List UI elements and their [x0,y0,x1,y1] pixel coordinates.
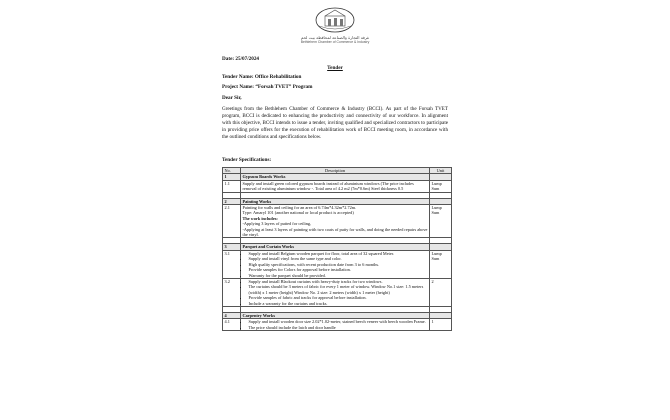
project-name: Project Name: “Forsah TVET” Program [222,84,313,90]
section-title: Parquet and Curtain Works [241,244,430,250]
table-row [223,180,452,192]
col-no: No. [223,168,241,174]
section-title: Gypsum Boards Works [241,174,430,180]
intro-paragraph: Greetings from the Bethlehem Chamber of Commerce & Industry (BCCI). As part of the Forsah TVET program, BCCI is dedicated to enhancing the productivity and connectivity of our workforce. In alignment with this objective, BCCI intends to issue a tender, inviting qualified and specialized contractors to participate in providing price offers for the execution of rehabilitation work of BCCI meeting room, in accordance with the outlined conditions and specifications below. [222,106,448,140]
col-description: Description [241,168,430,174]
item-description: Supply and install green colored gypsum boards instead of aluminium windows (The price includes removal of existing aluminium window -. Total area of 4.2 m2 (7m*0.6m) Steel thickness 0.5 [241,180,430,192]
desc-line: -Applying at least 3 layers of painting with two coats of putty for walls, and doing the needed repairs above the vinyl. [242,226,428,238]
list-item: • Include a warranty for the curtains and tracks. [249,301,428,306]
desc-line: -Applying 3 layers of putted for ceiling, [242,221,312,227]
item-unit: Lump Sum [430,180,452,192]
item-no: 4.1 [223,319,241,331]
section-no: 1 [223,174,241,180]
item-unit: Lump Sum [430,205,452,238]
list-item: • Warranty for the parquet should be provided. [249,273,428,278]
table-row [223,205,452,238]
section-no: 4 [223,312,241,318]
table-row [223,278,452,306]
desc-line: The work includes: [242,215,278,221]
tender-name: Tender Name: Office Rehabilitation [222,74,302,80]
section-title: Carpentry Works [241,312,430,318]
section-no: 2 [223,198,241,204]
list-item: • Supply and install Blackout curtains with heavy-duty tracks for two windows. [249,279,428,284]
org-name-english: Bethlehem Chamber of Commerce & Industry [300,40,370,44]
section-title: Painting Works [241,198,430,204]
list-item: • The curtains should be 3 meters of fabric for every 1 meter of window. Window No.1 size: 1.5 meters (width) x 1 meter (height) Window No. 2 size: 2 meters (width) x 1 meter (height) [249,284,428,295]
item-unit: 2 [430,278,452,306]
letter-date: Date: 25/07/2024 [222,56,260,62]
item-unit: 1 [430,319,452,331]
item-no: 3.2 [223,278,241,306]
item-description [241,205,430,238]
list-item: • The price should include the latch and door handle [249,325,428,330]
list-item: • Supply and install vinyl from the same type and color. [249,256,428,261]
item-description [241,319,430,331]
list-item: • High quality specifications, with recent production date from 3 to 6 months. [249,262,428,267]
item-no: 1.1 [223,180,241,192]
table-row [223,319,452,331]
spec-title: Tender Specifications: [222,157,272,163]
desc-line: Type: Amaryl 101 (another national or local product is accepted) [242,210,354,216]
chamber-logo [314,6,356,34]
list-item: • Provide samples for Colors for approval before installation. [249,267,428,272]
desc-line: Painting for walls and ceiling for an area of 6.74m*4.32m*2.72m. [242,205,357,211]
item-no: 3.1 [223,250,241,278]
spec-table [222,167,452,331]
table-row [223,250,452,278]
item-unit: Lump Sum [430,250,452,278]
list-item: • Supply and install Belgium wooden parquet for floor, total area of 32 squared Meter. [249,251,428,256]
list-item: • Provide samples of fabric and tracks for approval before installation. [249,295,428,300]
salutation: Dear Sir, [222,95,242,101]
tender-heading: Tender [327,65,343,71]
org-name-arabic: غرفة التجارة والصناعة لمحافظة بيت لحم [300,35,370,40]
item-description [241,278,430,306]
item-description [241,250,430,278]
list-item: • Supply and install wooden door size 2.02*1.02-meter, stained beech veneer with beech wooden Frame. [249,319,428,324]
section-no: 3 [223,244,241,250]
item-no: 2.1 [223,205,241,238]
col-unit: Unit [430,168,452,174]
